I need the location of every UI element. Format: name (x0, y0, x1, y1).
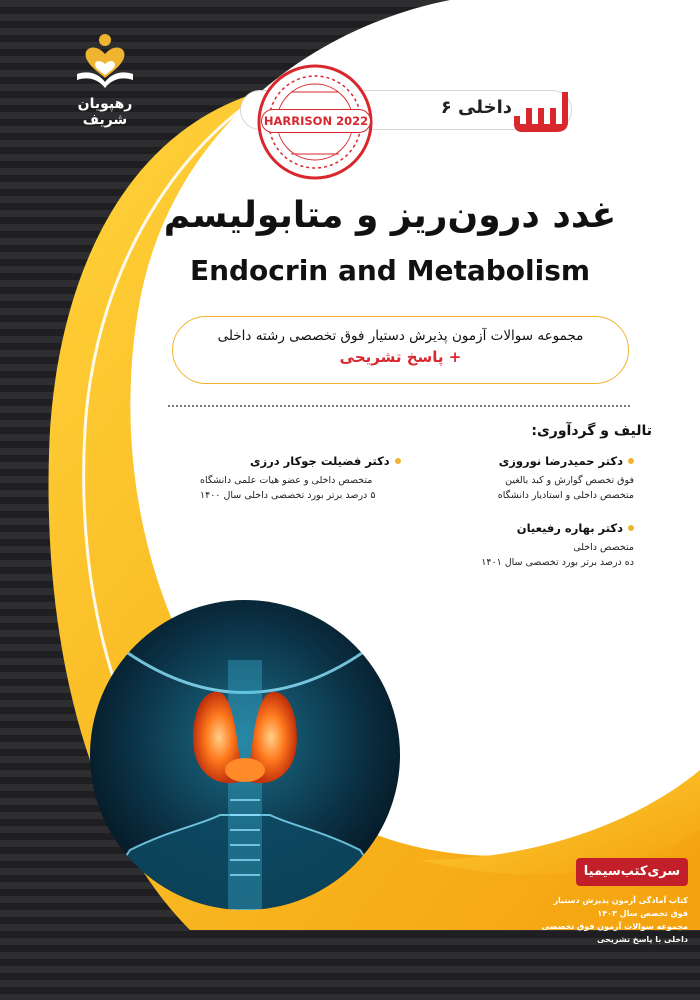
description-box (172, 316, 629, 384)
publisher-name: رهپویان شریف (77, 96, 133, 128)
series-line-1: کتاب آمادگی آزمون پذیرش دستیار (553, 896, 688, 905)
description-line: مجموعه سوالات آزمون پذیرش دستیار فوق تخصصی رشته داخلی (217, 328, 584, 344)
author-2-line-1: متخصص داخلی (573, 542, 634, 553)
harrison-badge-label: HARRISON 2022 (261, 109, 371, 133)
author-1 (499, 450, 634, 469)
author-2-name: دکتر بهاره رفیعیان (516, 521, 623, 535)
thyroid-illustration (90, 600, 400, 910)
author-3-name: دکتر فضیلت جوکار درزی (250, 454, 390, 468)
simia-brand-logo (512, 86, 570, 136)
bullet-dot-icon (628, 525, 634, 531)
series-line-4: داخلی با پاسخ تشریحی (597, 935, 688, 944)
publisher-logo (60, 30, 150, 128)
open-book-heart-icon (73, 30, 137, 90)
author-1-line-1: فوق تخصص گوارش و کبد بالغین (505, 475, 634, 486)
description-answer: + پاسخ تشریحی (339, 348, 462, 366)
bullet-dot-icon (395, 458, 401, 464)
series-line-3: مجموعه سوالات آزمون فوق تخصصی (541, 922, 688, 931)
series-label: داخلی ۶ (440, 97, 512, 118)
dotted-divider (168, 405, 630, 407)
author-1-name: دکتر حمیدرضا نوروزی (498, 454, 623, 468)
author-3-line-2: ۵ درصد برتر بورد تخصصی داخلی سال ۱۴۰۰ (200, 490, 376, 501)
bullet-dot-icon (628, 458, 634, 464)
author-3-line-1: متخصص داخلی و عضو هیات علمی دانشگاه (200, 475, 373, 486)
authors-heading: تالیف و گردآوری: (531, 423, 652, 439)
series-badge: سری‌کتب‌سیمیا (576, 858, 688, 886)
series-line-2: فوق تخصص سال ۱۴۰۳ (597, 909, 688, 918)
author-3 (250, 450, 401, 469)
title-persian: غدد درون‌ریز و متابولیسم (163, 195, 617, 236)
author-1-line-2: متخصص داخلی و استادیار دانشگاه (497, 490, 634, 501)
title-english: Endocrin and Metabolism (189, 254, 591, 287)
author-2-line-2: ده درصد برتر بورد تخصصی سال ۱۴۰۱ (481, 557, 634, 568)
author-2 (517, 517, 634, 536)
